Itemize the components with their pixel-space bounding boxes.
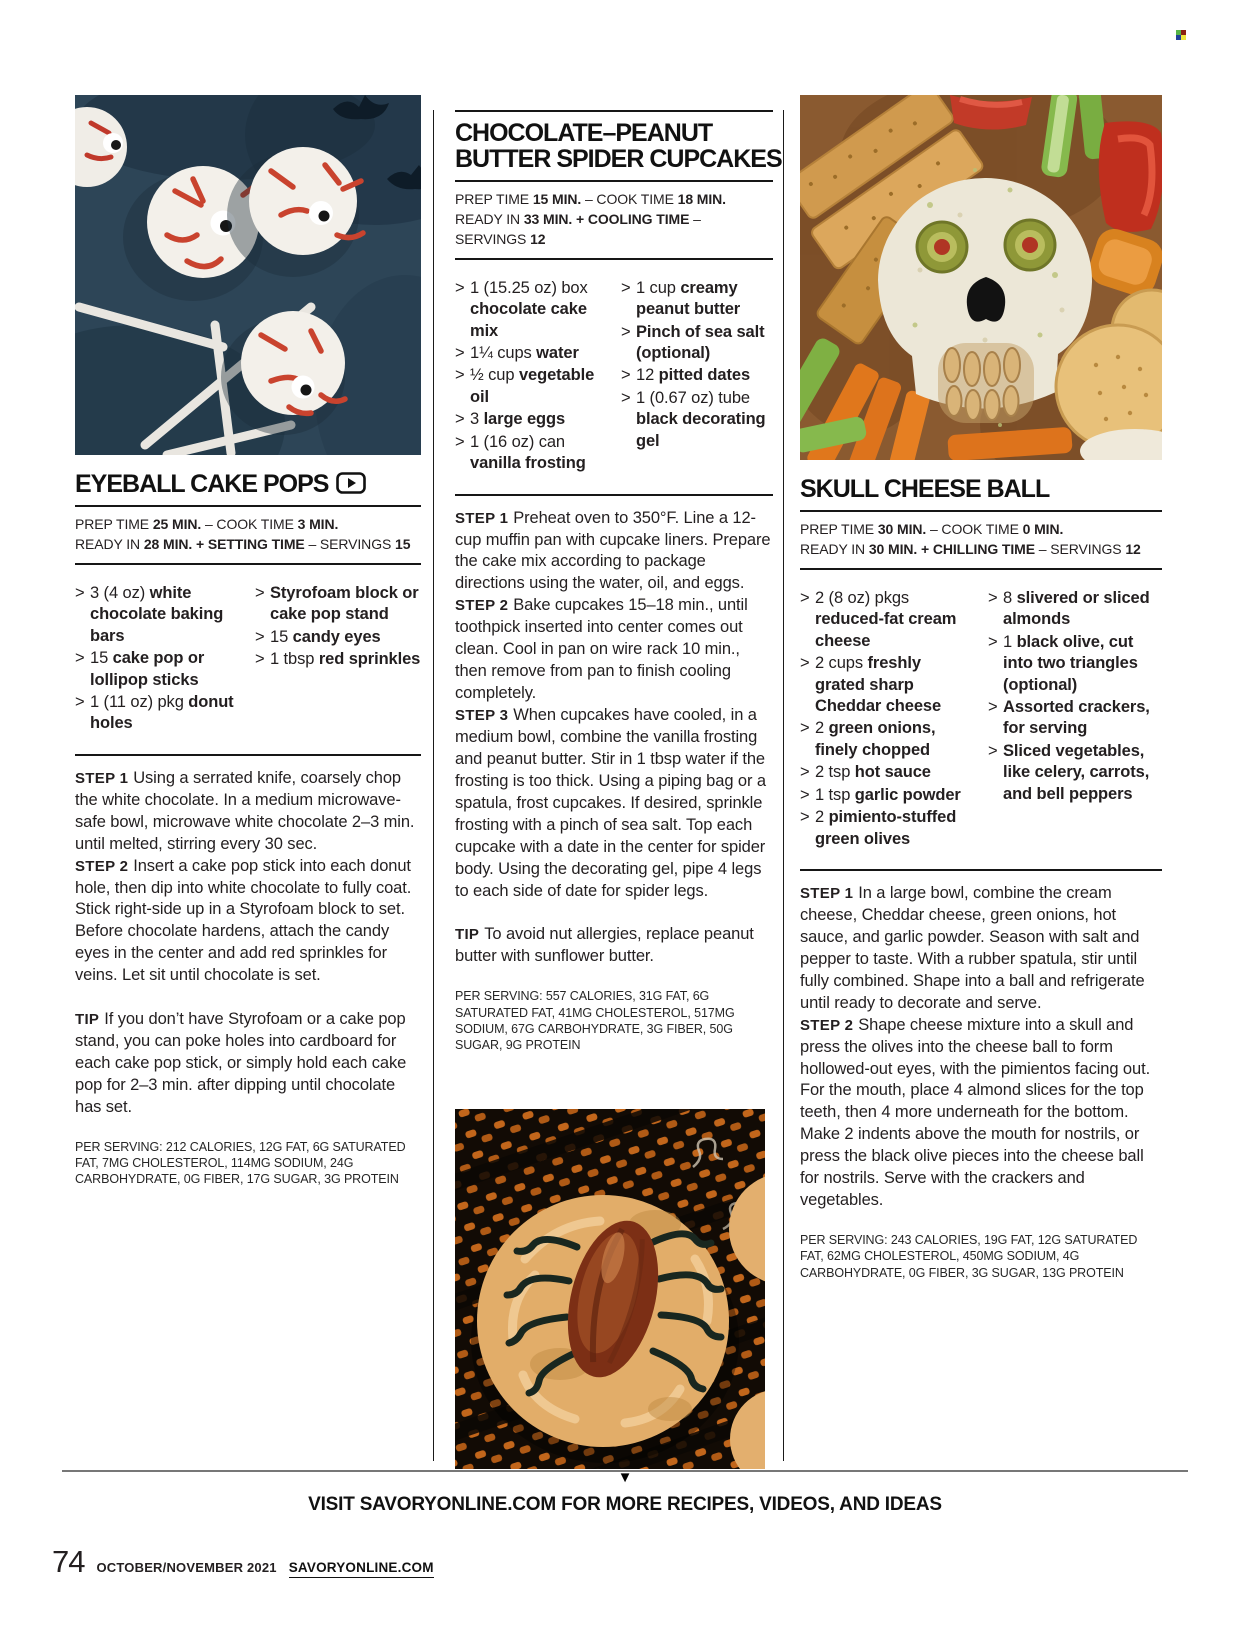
tip: TIP If you don’t have Styrofoam or a cake pop stand, you can poke holes into cardboard for each cake pop stick, or simply hold each cake pop for 2–3 min. after dipping until chocolate has set. <box>75 1010 407 1116</box>
divider <box>455 258 773 260</box>
ingredient-item: > 1 tsp garlic powder <box>800 785 961 804</box>
spider-cupcake-photo <box>455 1109 765 1469</box>
recipe-title-skull: SKULL CHEESE BALL <box>800 475 1050 503</box>
ingredient-item: > 15 candy eyes <box>255 627 381 646</box>
issue-date: OCTOBER/NOVEMBER 2021 <box>96 1560 277 1575</box>
ingredient-item: > 1 tbsp red sprinkles <box>255 650 421 669</box>
tip: TIP To avoid nut allergies, replace peanut butter with sunflower butter. <box>455 925 754 966</box>
play-video-icon[interactable] <box>336 472 366 494</box>
ingredient-item: > ½ cup vegetable oil <box>455 366 595 406</box>
ingredient-item: > Assorted crackers, for serving <box>988 697 1150 738</box>
ingredient-list <box>800 578 1162 861</box>
column-divider <box>433 110 434 1461</box>
ingredient-item: > 1 cup creamy peanut butter <box>621 278 741 319</box>
down-triangle-icon: ▼ <box>617 1469 633 1486</box>
ingredient-item: > 1 (16 oz) can vanilla frosting <box>455 432 586 473</box>
divider <box>455 110 773 112</box>
recipe-steps <box>800 883 1162 1212</box>
divider <box>800 510 1162 512</box>
ingredient-item: > 1 (15.25 oz) box chocolate cake mix <box>455 278 588 340</box>
ingredient-item: > Sliced vegetables, like celery, carrots, and bell peppers <box>988 741 1150 803</box>
ingredient-item: > Styrofoam block or cake pop stand <box>255 583 419 624</box>
skull-cheese-ball-photo <box>800 95 1162 460</box>
recipe-meta: PREP TIME 15 MIN. – COOK TIME 18 MIN. READY IN 33 MIN. + COOLING TIME – SERVINGS 12 <box>455 191 726 247</box>
recipe-column-spider <box>455 110 782 1469</box>
recipe-title-eyeball: EYEBALL CAKE POPS <box>75 471 421 497</box>
divider <box>75 563 421 565</box>
step: STEP 1 Using a serrated knife, coarsely chop the white chocolate. In a medium microwave-safe bowl, microwave white chocolate 2–3 min. until melted, stirring every 30 sec. <box>75 768 415 853</box>
step: STEP 2 Insert a cake pop stick into each donut hole, then dip into white chocolate to fully coat. Stick right-side up in a Styrofoam block to set. Before chocolate hardens, attach the candy eyes in the center and add red sprinkles for veins. Let sit until chocolate is set. <box>75 856 412 985</box>
recipe-steps <box>455 508 773 969</box>
ingredient-list <box>75 573 421 746</box>
recipe-meta: PREP TIME 25 MIN. – COOK TIME 3 MIN. READY IN 28 MIN. + SETTING TIME – SERVINGS 15 <box>75 516 411 552</box>
ingredient-item: > 3 (4 oz) white chocolate baking bars <box>75 583 224 645</box>
ingredient-item: > 12 pitted dates <box>621 366 751 385</box>
ingredient-item: > 2 tsp hot sauce <box>800 763 931 782</box>
divider <box>800 869 1162 871</box>
ingredient-item: > 1¼ cups water <box>455 343 579 362</box>
ingredient-item: > 2 pimiento-stuffed green olives <box>800 808 957 848</box>
page-number: 74 <box>52 1544 85 1579</box>
ingredient-item: > 1 (11 oz) pkg donut holes <box>75 692 234 733</box>
ingredient-item: > 1 (0.67 oz) tube black decorating gel <box>621 388 766 450</box>
ingredient-item: > 8 slivered or sliced almonds <box>988 588 1150 629</box>
per-serving-nutrition: PER SERVING: 212 CALORIES, 12G FAT, 6G SATURATED FAT, 7MG CHOLESTEROL, 114MG SODIUM, 24G CARBOHYDRATE, 0G FIBER, 17G SUGAR, 3G PROTEIN <box>75 1139 406 1187</box>
color-grid-icon <box>1176 30 1186 40</box>
eyeball-cake-pops-photo <box>75 95 421 455</box>
ingredient-item: > 15 cake pop or lollipop sticks <box>75 649 205 689</box>
footer-banner: VISIT SAVORYONLINE.COM FOR MORE RECIPES, VIDEOS, AND IDEAS <box>308 1494 942 1515</box>
divider <box>455 180 773 182</box>
ingredient-item: > Pinch of sea salt (optional) <box>621 322 765 362</box>
site-link[interactable]: SAVORYONLINE.COM <box>289 1560 434 1578</box>
ingredient-item: > 3 large eggs <box>455 410 566 429</box>
ingredient-item: > 2 (8 oz) pkgs reduced-fat cream cheese <box>800 588 957 650</box>
step: STEP 2 Bake cupcakes 15–18 min., until toothpick inserted into center comes out clean. Cool in pan on wire rack 10 min., then remove from pan to finish cooling completely. <box>455 596 748 703</box>
step: STEP 2 Shape cheese mixture into a skull and press the olives into the cheese ball to form hollowed-out eyes, with the pimientos facing out. For the mouth, place 4 almond slices for the top teeth, then 4 more underneath for the bottom. Make 2 indents above the mouth for nostrils, or press the black olive pieces into the cheese ball for nostrils. Serve with the crackers and vegetables. <box>800 1015 1151 1210</box>
divider <box>75 505 421 507</box>
corner-mark-square-yellow <box>1181 35 1186 40</box>
ingredient-item: > 2 green onions, finely chopped <box>800 719 936 759</box>
ingredient-item: > 2 cups freshly grated sharp Cheddar cheese <box>800 654 942 715</box>
divider <box>800 568 1162 570</box>
ingredient-list <box>455 268 773 486</box>
recipe-column-skull <box>800 95 1162 1293</box>
divider <box>455 494 773 496</box>
recipe-column-eyeball <box>75 95 421 1200</box>
step: STEP 1 In a large bowl, combine the cream cheese, Cheddar cheese, green onions, hot sauce, and garlic powder. Season with salt and pepper to taste. With a rubber spatula, stir until fully combined. Shape into a ball and refrigerate until ready to decorate and serve. <box>800 884 1145 1012</box>
per-serving-nutrition: PER SERVING: 243 CALORIES, 19G FAT, 12G SATURATED FAT, 62MG CHOLESTEROL, 450MG SODIUM, 4G CARBOHYDRATE, 0G FIBER, 3G SUGAR, 13G PROTEIN <box>800 1233 1138 1280</box>
page-info <box>52 1544 434 1580</box>
step: STEP 1 Preheat oven to 350°F. Line a 12-cup muffin pan with cupcake liners. Prepare the cake mix according to package directions using the water, oil, and eggs. <box>455 508 771 593</box>
ingredient-item: > 1 black olive, cut into two triangles (optional) <box>988 632 1138 694</box>
per-serving-nutrition: PER SERVING: 557 CALORIES, 31G FAT, 6G SATURATED FAT, 41MG CHOLESTEROL, 517MG SODIUM, 67G CARBOHYDRATE, 3G FIBER, 50G SUGAR, 9G PROTEIN <box>455 989 735 1053</box>
recipe-title-spider: CHOCOLATE–PEANUT BUTTER SPIDER CUPCAKES <box>455 119 782 173</box>
recipe-meta: PREP TIME 30 MIN. – COOK TIME 0 MIN. READY IN 30 MIN. + CHILLING TIME – SERVINGS 12 <box>800 521 1141 557</box>
divider <box>75 754 421 756</box>
step: STEP 3 When cupcakes have cooled, in a medium bowl, combine the vanilla frosting and peanut butter. Stir in 1 tbsp water if the frosting is too thick. Using a piping bag or a spatula, frost cupcakes. If desired, sprinkle frosting with a pinch of sea salt. Top each cupcake with a date in the center for spider body. Using the decorating gel, pipe 4 legs to each side of date for spider legs. <box>455 706 766 900</box>
recipe-steps <box>75 768 421 1119</box>
column-divider <box>783 110 784 1461</box>
